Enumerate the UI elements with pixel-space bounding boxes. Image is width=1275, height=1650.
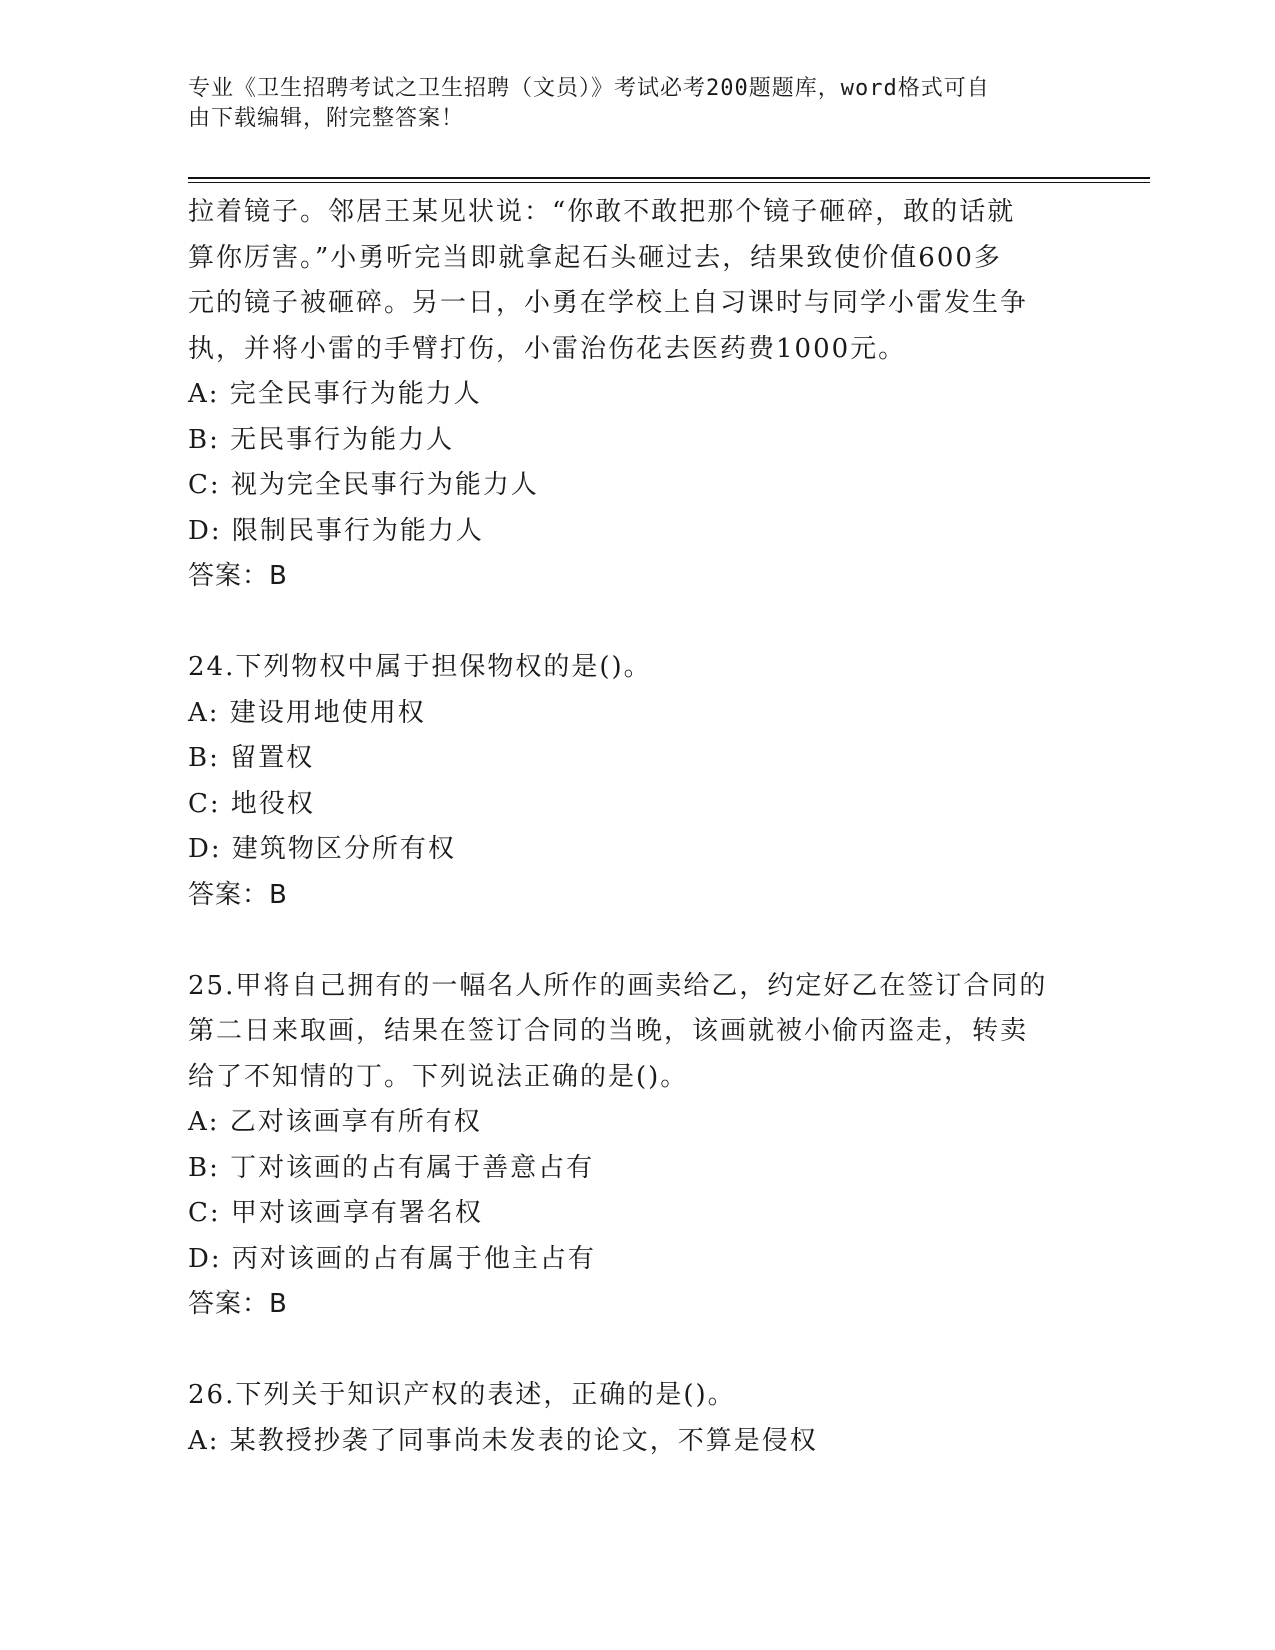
option-a: A: 完全民事行为能力人 (188, 379, 482, 409)
option-d: D: 丙对该画的占有属于他主占有 (188, 1243, 596, 1274)
option-d: D: 限制民事行为能力人 (188, 515, 484, 546)
question-26 (188, 1373, 1088, 1464)
header-rule-thick (188, 177, 1150, 179)
header-rule-thin (188, 182, 1150, 183)
option-c: C: 甲对该画享有署名权 (188, 1198, 483, 1228)
option-c: C: 视为完全民事行为能力人 (188, 470, 539, 500)
question-stem-line: 算你厉害。”小勇听完当即就拿起石头砸过去，结果致使价值600多 (188, 242, 1002, 273)
question-25 (188, 964, 1088, 1328)
question-stem-line: 给了不知情的丁。下列说法正确的是()。 (188, 1061, 689, 1092)
option-a: A: 乙对该画享有所有权 (188, 1107, 482, 1137)
question-content (188, 190, 1088, 1464)
question-stem-line: 执，并将小雷的手臂打伤，小雷治伤花去医药费1000元。 (188, 333, 907, 364)
header-line: 由下载编辑，附完整答案！ (188, 106, 465, 131)
option-d: D: 建筑物区分所有权 (188, 834, 456, 864)
question-gap (188, 600, 1088, 646)
option-b: B: 丁对该画的占有属于善意占有 (188, 1152, 595, 1183)
option-a: A: 建设用地使用权 (188, 697, 426, 728)
option-c: C: 地役权 (188, 788, 315, 819)
question-stem-line: 元的镜子被砸碎。另一日，小勇在学校上自习课时与同学小雷发生争 (188, 288, 1029, 318)
question-stem-line: 26.下列关于知识产权的表述，正确的是()。 (188, 1380, 736, 1410)
header-line: 专业《卫生招聘考试之卫生招聘（文员）》考试必考200题题库，word格式可自 (188, 76, 990, 101)
document-header (188, 74, 1068, 134)
option-b: B: 无民事行为能力人 (188, 424, 455, 455)
option-a: A: 某教授抄袭了同事尚未发表的论文，不算是侵权 (188, 1425, 818, 1456)
question-gap (188, 918, 1088, 964)
answer-line: 答案：B (188, 879, 288, 910)
option-b: B: 留置权 (188, 743, 315, 773)
question-24 (188, 645, 1088, 918)
question-stem-line: 第二日来取画，结果在签订合同的当晚，该画就被小偷丙盗走，转卖 (188, 1016, 1029, 1046)
question-stem-line: 25.甲将自己拥有的一幅名人所作的画卖给乙，约定好乙在签订合同的 (188, 970, 1048, 1001)
question-stem-line: 拉着镜子。邻居王某见状说：“你敢不敢把那个镜子砸碎，敢的话就 (188, 197, 1016, 227)
question-23 (188, 190, 1088, 600)
question-gap (188, 1328, 1088, 1374)
answer-line: 答案：B (188, 1289, 288, 1319)
answer-line: 答案：B (188, 561, 288, 591)
question-stem-line: 24.下列物权中属于担保物权的是()。 (188, 652, 652, 682)
